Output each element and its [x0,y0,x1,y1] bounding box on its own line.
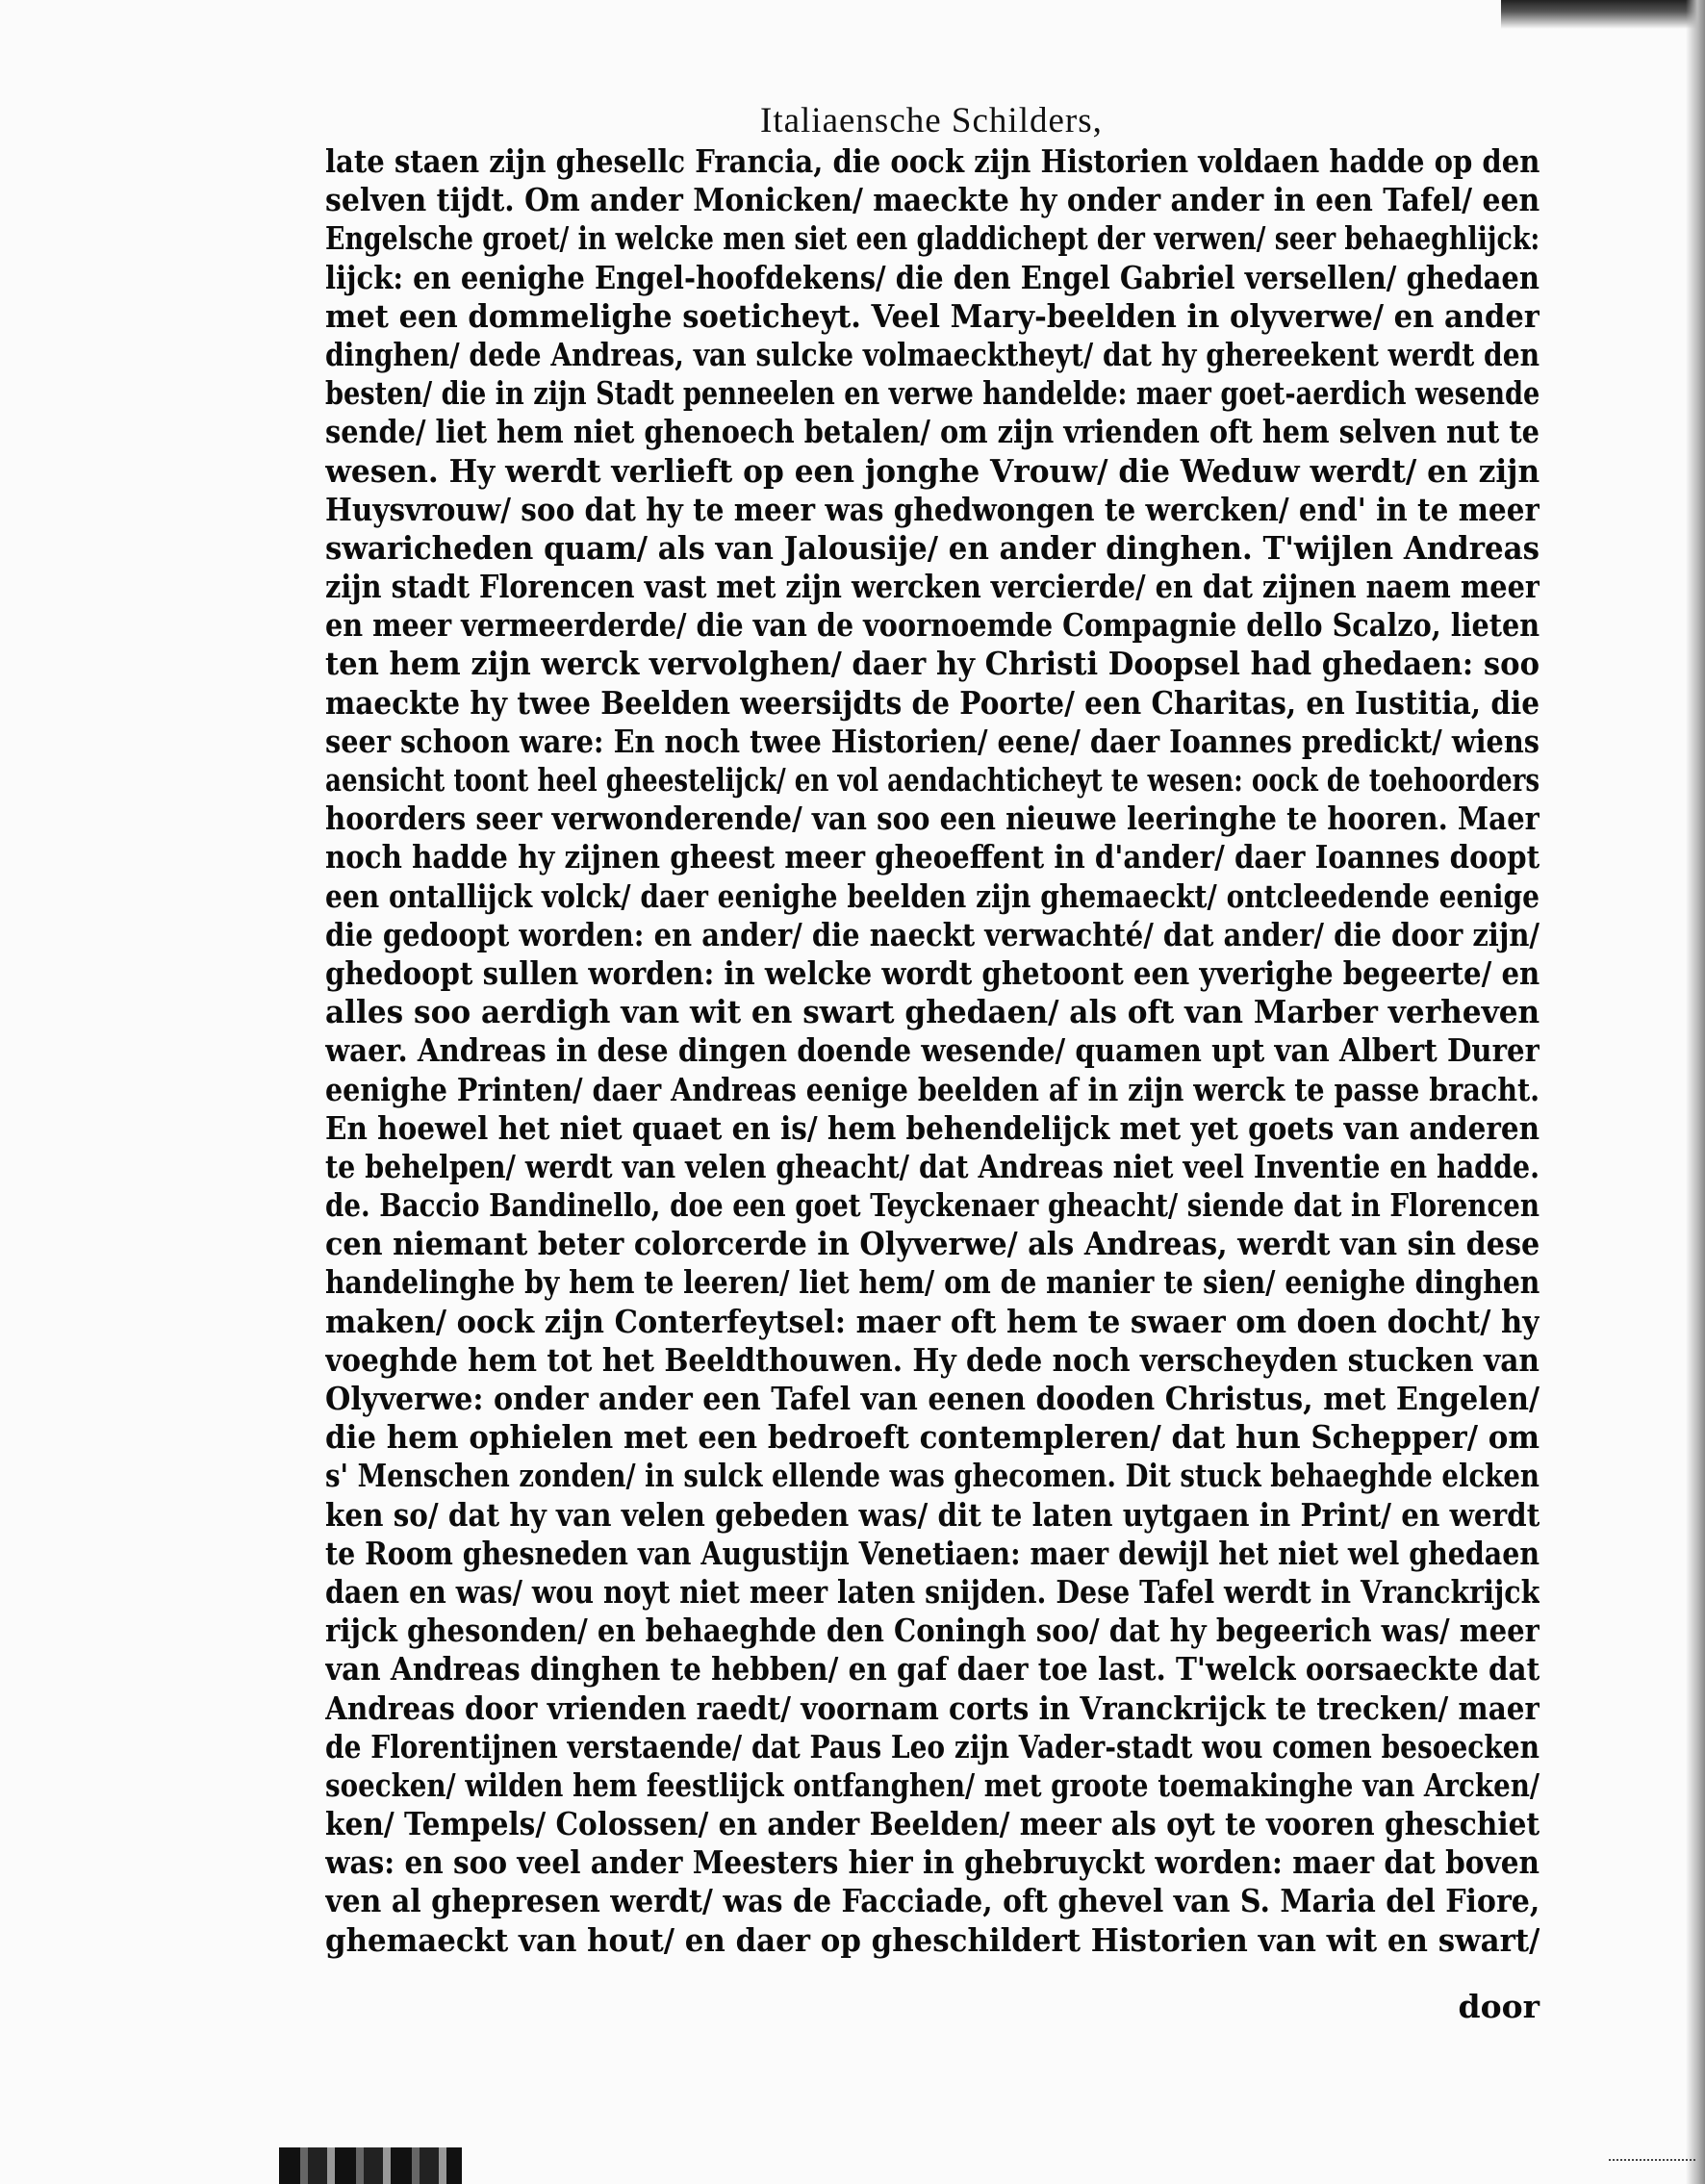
text-line: hoorders seer verwonderende/ van soo een nieuwe leeringhe te hooren. Maer [325,800,1540,838]
text-line: ten hem zijn werck vervolghen/ daer hy Christi Doopsel had ghedaen: soo [325,645,1540,683]
text-line: s' Menschen zonden/ in sulck ellende was ghecomen. Dit stuck behaeghde elcken [325,1457,1540,1495]
scan-smudge-bottom [279,2147,462,2184]
text-line: de. Baccio Bandinello, doe een goet Teyckenaer gheacht/ siende dat in Florencen [325,1186,1540,1225]
text-line: swaricheden quam/ als van Jalousije/ en ander dinghen. T'wijlen Andreas [325,528,1540,567]
text-line: wesen. Hy werdt verlieft op een jonghe Vrouw/ die Weduw werdt/ en zijn [325,451,1540,490]
body-text [325,142,1540,1960]
scan-corner-mark [1609,2159,1695,2174]
text-line: late staen zijn ghesellc Francia, die oock zijn Historien voldaen hadde op den [325,142,1540,180]
text-line: Andreas door vrienden raedt/ voornam corts in Vranckrijck te trecken/ maer [325,1689,1540,1727]
text-line: eenighe Printen/ daer Andreas eenige beelden af in zijn werck te passe bracht. [325,1070,1540,1108]
running-head: Italiaensche Schilders, [760,101,1103,140]
text-line: te Room ghesneden van Augustijn Venetiaen: maer dewijl het niet wel ghedaen [325,1534,1540,1572]
scan-edge-shadow-top [1501,0,1705,29]
text-line: seer schoon ware: En noch twee Historien/ eene/ daer Ioannes predickt/ wiens [325,722,1540,760]
text-line: voeghde hem tot het Beeldthouwen. Hy dede noch verscheyden stucken van [325,1340,1540,1379]
text-line: een ontallijck volck/ daer eenighe beelden zijn ghemaeckt/ ontcleedende eenige [325,876,1540,915]
text-line: cen niemant beter colorcerde in Olyverwe/ als Andreas, werdt van sin dese [325,1225,1540,1263]
text-line: noch hadde hy zijnen gheest meer gheoeffent in d'ander/ daer Ioannes doopt [325,838,1540,876]
text-line: ven al ghepresen werdt/ was de Facciade, oft ghevel van S. Maria del Fiore, [325,1882,1540,1920]
text-line: zijn stadt Florencen vast met zijn wercken vercierde/ en dat zijnen naem meer [325,568,1540,606]
text-line: maeckte hy twee Beelden weersijdts de Poorte/ een Charitas, en Iustitia, die [325,683,1540,722]
text-line: die hem ophielen met een bedroeft contempleren/ dat hun Schepper/ om [325,1418,1540,1457]
catchword: door [1458,1988,1540,2025]
text-line: Olyverwe: onder ander een Tafel van eenen dooden Christus, met Engelen/ [325,1380,1540,1417]
text-line: daen en was/ wou noyt niet meer laten snijden. Dese Tafel werdt in Vranckrijck [325,1572,1540,1611]
text-line: En hoewel het niet quaet en is/ hem behendelijck met yet goets van anderen [325,1108,1540,1147]
text-line: ken/ Tempels/ Colossen/ en ander Beelden/ meer als oyt te vooren gheschiet [325,1805,1540,1843]
text-line: Huysvrouw/ soo dat hy te meer was ghedwongen te wercken/ end' in te meer [325,490,1540,528]
text-line: alles soo aerdigh van wit en swart ghedaen/ als oft van Marber verheven [325,993,1540,1031]
text-line: waer. Andreas in dese dingen doende wesende/ quamen upt van Albert Durer [325,1031,1540,1070]
text-line: ghedoopt sullen worden: in welcke wordt ghetoont een yverighe begeerte/ en [325,953,1540,992]
text-line: de Florentijnen verstaende/ dat Paus Leo zijn Vader-stadt wou comen besoecken [325,1727,1540,1765]
text-line: rijck ghesonden/ en behaeghde den Coningh soo/ dat hy begeerich was/ meer [325,1612,1540,1650]
text-line: maken/ oock zijn Conterfeytsel: maer oft hem te swaer om doen docht/ hy [325,1302,1540,1340]
text-line: handelinghe by hem te leeren/ liet hem/ om de manier te sien/ eenighe dinghen [325,1263,1540,1302]
text-line: besten/ die in zijn Stadt penneelen en verwe handelde: maer goet-aerdich wesende [325,374,1540,413]
text-line: was: en soo veel ander Meesters hier in ghebruyckt worden: maer dat boven [325,1843,1540,1882]
text-line: aensicht toont heel gheestelijck/ en vol aendachticheyt te wesen: oock de toehoorders [325,761,1540,799]
text-line: van Andreas dinghen te hebben/ en gaf daer toe last. T'welck oorsaeckte dat [325,1650,1540,1689]
text-line: en meer vermeerderde/ die van de voornoemde Compagnie dello Scalzo, lieten [325,606,1540,645]
text-line: soecken/ wilden hem feestlijck ontfanghen/ met groote toemakinghe van Arcken/ [325,1765,1540,1804]
scan-edge-shadow-right [1686,0,1705,2184]
text-line: ghemaeckt van hout/ en daer op gheschildert Historien van wit en swart/ [325,1920,1540,1959]
text-line: te behelpen/ werdt van velen gheacht/ dat Andreas niet veel Inventie en hadde. [325,1147,1540,1185]
text-line: dinghen/ dede Andreas, van sulcke volmaecktheyt/ dat hy ghereekent werdt den [325,335,1540,373]
text-line: selven tijdt. Om ander Monicken/ maeckte hy onder ander in een Tafel/ een [325,181,1540,219]
text-line: met een dommelighe soeticheyt. Veel Mary-beelden in olyverwe/ en ander [325,296,1540,335]
text-line: ken so/ dat hy van velen gebeden was/ dit te laten uytgaen in Print/ en werdt [325,1495,1540,1534]
text-line: lijck: en eenighe Engel-hoofdekens/ die den Engel Gabriel versellen/ ghedaen [325,258,1540,296]
text-line: sende/ liet hem niet ghenoech betalen/ om zijn vrienden oft hem selven nut te [325,413,1540,451]
text-line: Engelsche groet/ in welcke men siet een gladdichept der verwen/ seer behaeghlijck: [325,219,1540,258]
text-line: die gedoopt worden: en ander/ die naeckt verwachté/ dat ander/ die door zijn/ [325,915,1540,953]
